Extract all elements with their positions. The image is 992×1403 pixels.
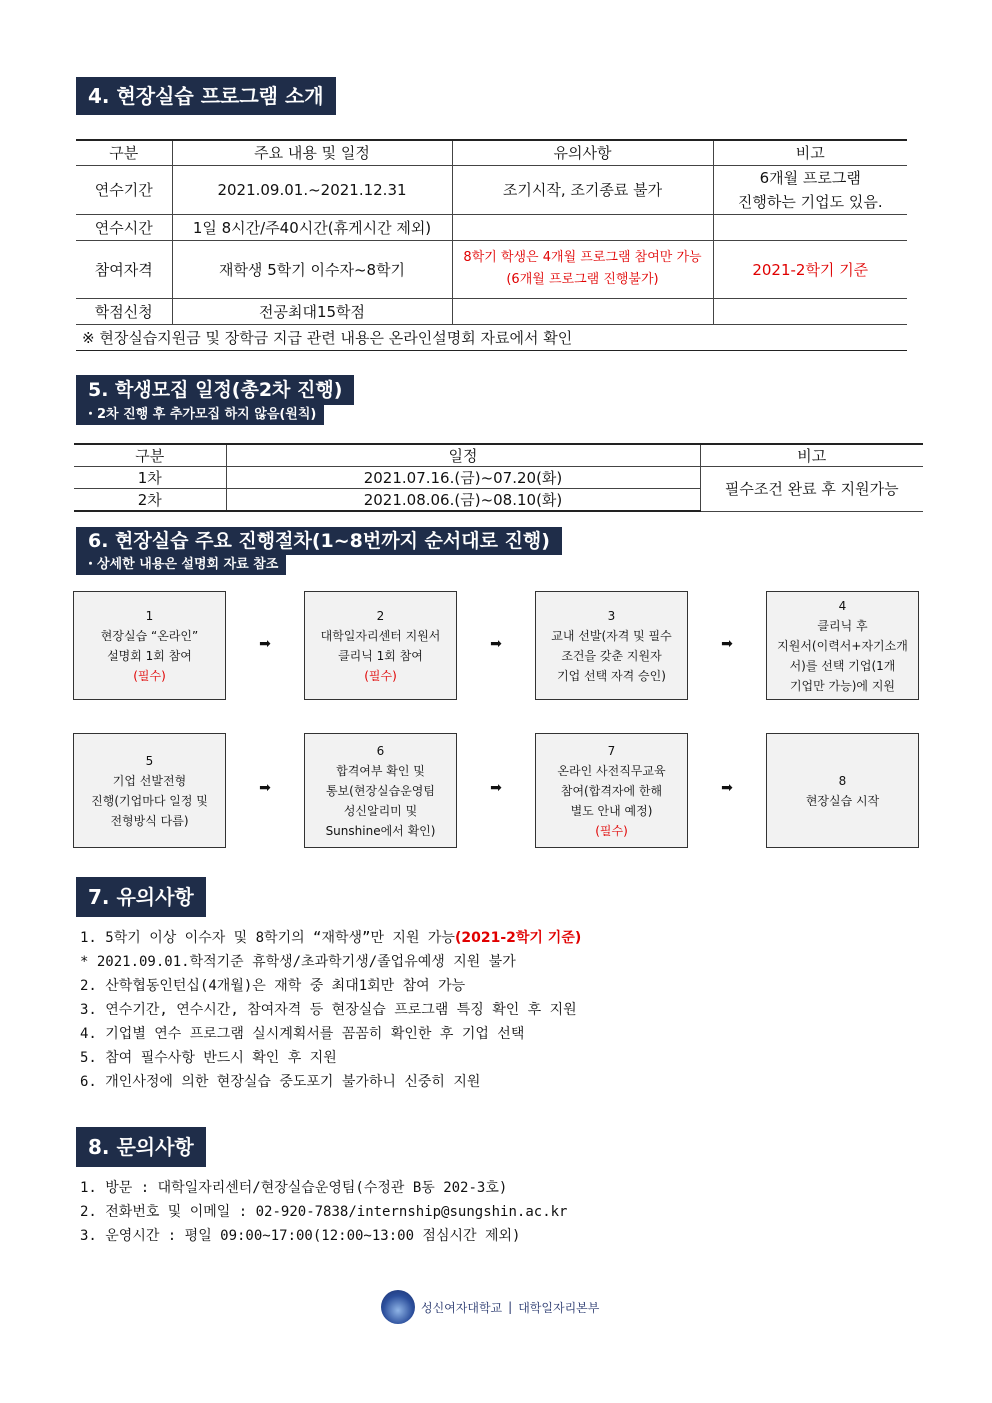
section-5-subtitle: ・2차 진행 후 추가모집 하지 않음(원칙) — [76, 405, 324, 425]
row-caution: 조기시작, 조기종료 불가 — [452, 165, 713, 214]
row-note — [713, 214, 907, 240]
row-caution — [452, 240, 713, 298]
caution-line-2: (6개월 프로그램 진행불가) — [506, 272, 659, 287]
step-line: 클리닉 1회 참여 — [338, 648, 423, 663]
step-line: 클리닉 후 — [817, 618, 868, 633]
row-content: 2021.09.01.~2021.12.31 — [172, 165, 452, 214]
row-note — [713, 298, 907, 324]
arrow-icon: ➡ — [490, 780, 502, 796]
step-line: 기업 선택 자격 승인) — [557, 668, 666, 683]
row-content: 1일 8시간/주40시간(휴게시간 제외) — [172, 214, 452, 240]
section-6-subtitle: ・상세한 내용은 설명회 자료 참조 — [76, 555, 286, 575]
step-line: 전형방식 다름) — [110, 813, 189, 828]
row-label: 연수기간 — [76, 165, 172, 214]
note-line-1: 6개월 프로그램 — [759, 168, 861, 187]
step-box-4 — [766, 591, 919, 700]
row-note — [713, 165, 907, 214]
caution-item: 6. 개인사정에 의한 현장실습 중도포기 불가하니 신중히 지원 — [80, 1074, 481, 1090]
caution-line-1: 8학기 학생은 4개월 프로그램 참여만 가능 — [463, 250, 702, 265]
step-line: 기업만 가능)에 지원 — [789, 678, 896, 693]
caution-item: 5. 참여 필수사항 반드시 확인 후 지원 — [80, 1050, 337, 1066]
program-table — [76, 139, 907, 351]
section-7-title: 7. 유의사항 — [76, 877, 206, 917]
caution-highlight: (2021-2학기 기준) — [454, 930, 582, 946]
header-category: 구분 — [76, 140, 172, 165]
arrow-icon: ➡ — [259, 780, 271, 796]
step-box-5 — [73, 733, 226, 848]
cautions-list — [80, 926, 581, 1094]
step-line: 현장실습 “온라인” — [100, 628, 199, 643]
row-label: 학점신청 — [76, 298, 172, 324]
row-note: 2021-2학기 기준 — [713, 240, 907, 298]
step-line: 성신알리미 및 — [343, 803, 418, 818]
row-label: 참여자격 — [76, 240, 172, 298]
step-box-6 — [304, 733, 457, 848]
section-5-title: 5. 학생모집 일정(총2차 진행) — [76, 375, 354, 405]
footer-divider: | — [508, 1300, 513, 1314]
department-name: 대학일자리본부 — [518, 1300, 600, 1315]
step-box-2 — [304, 591, 457, 700]
row-content: 재학생 5학기 이수자~8학기 — [172, 240, 452, 298]
step-line: 대학일자리센터 지원서 — [320, 628, 441, 643]
inquiry-item: 3. 운영시간 : 평일 09:00~17:00(12:00~13:00 점심시간 제외) — [80, 1228, 521, 1244]
caution-item: * 2021.09.01.학적기준 휴학생/초과학기생/졸업유예생 지원 불가 — [80, 954, 516, 970]
arrow-icon: ➡ — [490, 636, 502, 652]
row-label: 연수시간 — [76, 214, 172, 240]
inquiry-list — [80, 1176, 567, 1248]
step-line: 기업 선발전형 — [112, 773, 187, 788]
step-line: 서)를 선택 기업(1개 — [789, 658, 896, 673]
date-cell: 2021.08.06.(금)~08.10(화) — [226, 489, 700, 512]
section-8-title: 8. 문의사항 — [76, 1127, 206, 1167]
header-date: 일정 — [226, 444, 700, 467]
caution-text: 1. 5학기 이상 이수자 및 8학기의 “재학생”만 지원 가능 — [80, 930, 455, 946]
university-name: 성신여자대학교 — [421, 1300, 503, 1315]
step-box-7 — [535, 733, 688, 848]
step-line: 조건을 갖춘 지원자 — [561, 648, 662, 663]
step-number: 4 — [838, 598, 847, 613]
step-line: 진행(기업마다 일정 및 — [91, 793, 208, 808]
step-line: 별도 안내 예정) — [570, 803, 653, 818]
step-box-8 — [766, 733, 919, 848]
caution-item: 3. 연수기간, 연수시간, 참여자격 등 현장실습 프로그램 특징 확인 후 지원 — [80, 1002, 577, 1018]
step-number: 5 — [145, 753, 154, 768]
section-6-title: 6. 현장실습 주요 진행절차(1~8번까지 순서대로 진행) — [76, 527, 562, 555]
step-required: (필수) — [364, 668, 397, 683]
step-required: (필수) — [595, 823, 628, 838]
step-box-3 — [535, 591, 688, 700]
step-line: 참여(합격자에 한해 — [560, 783, 663, 798]
step-number: 2 — [376, 608, 385, 623]
step-line: Sunshine에서 확인) — [325, 823, 436, 838]
step-number: 6 — [376, 743, 385, 758]
section-4-title: 4. 현장실습 프로그램 소개 — [76, 77, 336, 115]
caution-item: 4. 기업별 연수 프로그램 실시계획서를 꼼꼼히 확인한 후 기업 선택 — [80, 1026, 525, 1042]
schedule-note: 필수조건 완료 후 지원가능 — [700, 467, 923, 512]
step-line: 온라인 사전직무교육 — [557, 763, 666, 778]
university-logo-icon — [381, 1290, 415, 1324]
footer-logo — [381, 1290, 599, 1324]
row-content: 전공최대15학점 — [172, 298, 452, 324]
round-cell: 1차 — [74, 467, 226, 489]
date-cell: 2021.07.16.(금)~07.20(화) — [226, 467, 700, 489]
caution-item — [80, 926, 581, 950]
step-line: 합격여부 확인 및 — [336, 763, 425, 778]
step-number: 7 — [607, 743, 616, 758]
header-note: 비고 — [700, 444, 923, 467]
step-line: 통보(현장실습운영팀 — [325, 783, 435, 798]
table-footnote: ※ 현장실습지원금 및 장학금 지급 관련 내용은 온라인설명회 자료에서 확인 — [76, 324, 907, 350]
row-caution — [452, 298, 713, 324]
header-content: 주요 내용 및 일정 — [172, 140, 452, 165]
step-line: 교내 선발(자격 및 필수 — [551, 628, 672, 643]
arrow-icon: ➡ — [721, 636, 733, 652]
inquiry-item: 1. 방문 : 대학일자리센터/현장실습운영팀(수정관 B동 202-3호) — [80, 1180, 508, 1196]
header-caution: 유의사항 — [452, 140, 713, 165]
arrow-icon: ➡ — [259, 636, 271, 652]
round-cell: 2차 — [74, 489, 226, 512]
step-line: 지원서(이력서+자기소개 — [777, 638, 908, 653]
step-line: 현장실습 시작 — [805, 793, 880, 808]
step-number: 1 — [145, 608, 154, 623]
schedule-table — [74, 443, 923, 512]
header-note: 비고 — [713, 140, 907, 165]
step-line: 설명회 1회 참여 — [107, 648, 192, 663]
step-number: 3 — [607, 608, 616, 623]
note-line-2: 진행하는 기업도 있음. — [737, 192, 883, 211]
row-caution — [452, 214, 713, 240]
header-round: 구분 — [74, 444, 226, 467]
inquiry-item: 2. 전화번호 및 이메일 : 02-920-7838/internship@sungshin.ac.kr — [80, 1204, 568, 1220]
arrow-icon: ➡ — [721, 780, 733, 796]
step-required: (필수) — [133, 668, 166, 683]
caution-item: 2. 산학협동인턴십(4개월)은 재학 중 최대1회만 참여 가능 — [80, 978, 466, 994]
step-number: 8 — [838, 773, 847, 788]
step-box-1 — [73, 591, 226, 700]
